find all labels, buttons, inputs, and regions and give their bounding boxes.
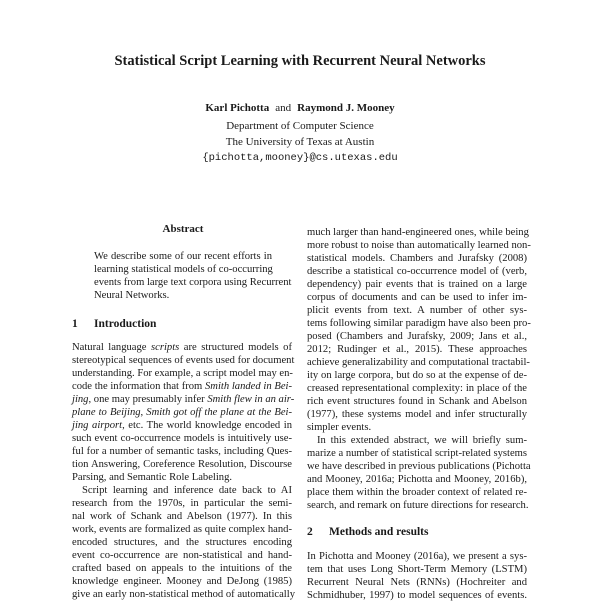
- text-line: [307, 421, 527, 434]
- text-line: [307, 434, 527, 447]
- text-line: [307, 550, 527, 563]
- text-span: and Mooney, 2016a; Pichotta and Mooney, 2016b),: [307, 474, 527, 485]
- university: The University of Texas at Austin: [225, 136, 375, 148]
- text-line: [307, 499, 527, 512]
- text-line: [307, 447, 527, 460]
- author-2: Raymond J. Mooney: [297, 102, 395, 114]
- department: Department of Computer Science: [226, 120, 374, 132]
- text-line: [72, 484, 292, 497]
- abstract-heading: Abstract: [162, 223, 204, 235]
- text-span: crafted based on appeals to the intuitions of the: [72, 563, 292, 574]
- text-line: [72, 341, 292, 354]
- text-span: Schmidhuber, 1997) to model sequences of events.: [307, 590, 527, 601]
- text-line: [72, 354, 295, 367]
- italic-text: plane to Beijing: [72, 407, 141, 418]
- text-line: [307, 460, 531, 473]
- text-span: achieve generalizability and computational tractabil-: [307, 357, 530, 368]
- text-span: nal work of Schank and Abelson (1977). In this: [72, 511, 292, 522]
- text-line: [307, 486, 527, 499]
- text-span: events from large text corpora using Recurrent: [94, 277, 292, 288]
- text-line: [72, 549, 292, 562]
- text-span: marize a number of statistical script-related systems: [307, 448, 528, 459]
- text-span: such event co-occurrence models is intuitively use-: [72, 433, 292, 444]
- text-span: statistical models. Chambers and Jurafsky (2008): [307, 253, 527, 264]
- text-span: event co-occurrence are non-statistical and hand-: [72, 550, 292, 561]
- text-span: more robust to noise than automatically learned non-: [307, 240, 531, 251]
- text-span: place them within the broader context of related re-: [307, 487, 527, 498]
- text-span: code the information that from: [72, 381, 205, 392]
- text-span: give an early non-statistical method of automatically: [72, 589, 295, 600]
- section-2-heading: [307, 526, 428, 538]
- text-line: [307, 304, 527, 317]
- text-line: [307, 330, 527, 343]
- text-line: [94, 289, 272, 302]
- italic-text: jing airport: [72, 420, 123, 431]
- text-line: [72, 588, 295, 601]
- text-line: [307, 473, 527, 486]
- text-span: , one may presumably infer: [88, 394, 208, 405]
- authors: [0, 102, 600, 114]
- text-line: [307, 265, 527, 278]
- section-number: 1: [72, 318, 78, 330]
- text-line: [307, 317, 531, 330]
- text-line: [72, 419, 292, 432]
- text-span: tem that uses Long Short-Term Memory (LSTM): [307, 564, 527, 575]
- text-line: [307, 226, 527, 239]
- text-span: ity on large corpora, but do so at the expense of de-: [307, 370, 527, 381]
- text-line: [72, 497, 292, 510]
- text-span: rich event structures found in Schank and Abelson: [307, 396, 527, 407]
- text-line: [94, 250, 272, 263]
- text-line: [307, 356, 530, 369]
- text-span: We describe some of our recent efforts in: [94, 251, 272, 262]
- text-line: [307, 589, 527, 602]
- text-line: [72, 380, 292, 393]
- text-span: creased representational complexity: in place of the: [307, 383, 527, 394]
- text-span: dependency) pair events that is trained on a large: [307, 279, 527, 290]
- text-span: 2012; Rudinger et al., 2015). These approaches: [307, 344, 527, 355]
- text-line: [72, 575, 292, 588]
- email: {pichotta,mooney}@cs.utexas.edu: [202, 152, 398, 164]
- text-span: Parsing, and Semantic Role Labeling.: [72, 472, 233, 483]
- text-span: plicit events from text. A number of other sys-: [307, 305, 527, 316]
- text-line: [307, 408, 527, 421]
- text-span: Recurrent Neural Nets (RNNs) (Hochreiter and: [307, 577, 527, 588]
- text-span: tion Answering, Coreference Resolution, Discourse: [72, 459, 292, 470]
- text-span: In Pichotta and Mooney (2016a), we present a sys-: [307, 551, 527, 562]
- author-conjunction: and: [275, 102, 292, 114]
- section-1-heading: [72, 318, 156, 330]
- italic-text: scripts: [151, 342, 180, 353]
- text-span: search, and remark on future directions for research.: [307, 500, 529, 511]
- text-line: [94, 263, 272, 276]
- text-line: [72, 458, 292, 471]
- section-title: Introduction: [94, 318, 157, 330]
- text-span: Script learning and inference date back to AI: [82, 485, 292, 496]
- text-span: research from the 1970s, in particular the semi-: [72, 498, 292, 509]
- section-title: Methods and results: [329, 526, 429, 538]
- text-span: work, events are formalized as quite complex hand-: [72, 524, 292, 535]
- text-span: (1977), these systems model and infer structurally: [307, 409, 527, 420]
- text-line: [307, 291, 527, 304]
- text-line: [72, 510, 292, 523]
- text-line: [72, 406, 292, 419]
- text-span: much larger than hand-engineered ones, while being: [307, 227, 529, 238]
- text-span: we have described in previous publications (Pichotta: [307, 461, 531, 472]
- italic-text: jing: [72, 394, 89, 405]
- text-span: understanding. For example, a script model may en-: [72, 368, 293, 379]
- text-line: [72, 562, 292, 575]
- text-line: [72, 393, 295, 406]
- italic-text: Smith got off the plane at the Bei-: [146, 407, 293, 418]
- italic-text: Smith landed in Bei-: [205, 381, 292, 392]
- text-span: simpler events.: [307, 422, 372, 433]
- text-line: [307, 395, 527, 408]
- text-span: ,: [140, 407, 147, 418]
- text-span: describe a statistical co-occurrence model of (verb,: [307, 266, 527, 277]
- text-line: [307, 239, 531, 252]
- text-span: , etc. The world knowledge encoded in: [122, 420, 293, 431]
- text-span: are structured models of: [179, 342, 292, 353]
- text-span: Neural Networks.: [94, 290, 170, 301]
- text-span: stereotypical sequences of events used for document: [72, 355, 295, 366]
- italic-text: Smith flew in an air-: [207, 394, 295, 405]
- text-span: tems following similar paradigm have also been pro-: [307, 318, 531, 329]
- text-line: [72, 471, 292, 484]
- text-line: [307, 576, 527, 589]
- text-span: posed (Chambers and Jurafsky, 2009; Jans et al.,: [307, 331, 527, 342]
- text-line: [94, 276, 292, 289]
- text-line: [307, 563, 527, 576]
- paper-title: Statistical Script Learning with Recurrent Neural Networks: [114, 53, 486, 69]
- text-line: [307, 382, 527, 395]
- text-line: [307, 252, 527, 265]
- text-span: knowledge engineer. Mooney and DeJong (1985): [72, 576, 292, 587]
- text-line: [72, 432, 292, 445]
- text-span: encoded structures, and the structures encoding: [72, 537, 292, 548]
- text-line: [307, 369, 527, 382]
- text-span: learning statistical models of co-occurring: [94, 264, 273, 275]
- text-line: [72, 367, 292, 380]
- author-1: Karl Pichotta: [205, 102, 270, 114]
- text-line: [72, 523, 292, 536]
- text-span: corpus of documents and can be used to infer im-: [307, 292, 527, 303]
- text-span: In this extended abstract, we will briefly sum-: [317, 435, 527, 446]
- section-number: 2: [307, 526, 313, 538]
- text-line: [307, 278, 527, 291]
- text-span: Natural language: [72, 342, 152, 353]
- text-line: [307, 343, 527, 356]
- text-line: [72, 445, 292, 458]
- text-line: [72, 536, 292, 549]
- text-span: ful for a number of semantic tasks, including Ques-: [72, 446, 292, 457]
